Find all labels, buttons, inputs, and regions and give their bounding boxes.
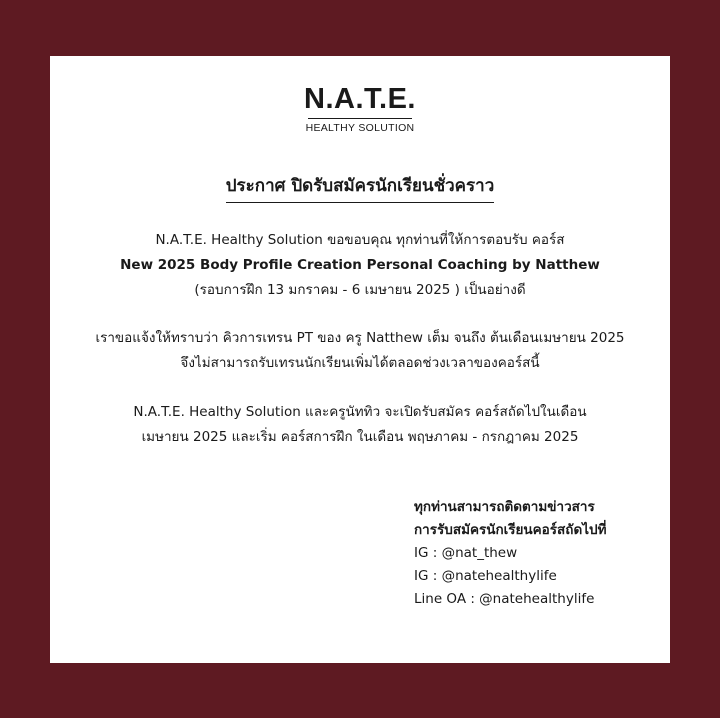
announcement-headline: ประกาศ ปิดรับสมัครนักเรียนชั่วคราว — [226, 172, 495, 203]
follow-contacts — [414, 496, 606, 611]
logo-tagline: HEALTHY SOLUTION — [305, 122, 415, 134]
logo-divider — [308, 118, 412, 119]
paragraph-line: จึงไม่สามารถรับเทรนนักเรียนเพิ่มได้ตลอดช่วงเวลาของคอร์สนี้ — [180, 355, 540, 371]
announcement-card — [50, 56, 670, 663]
paragraph-line: เราขอแจ้งให้ทราบว่า คิวการเทรน PT ของ ครู Natthew เต็ม จนถึง ต้นเดือนเมษายน 2025 — [95, 330, 625, 346]
queue-full-paragraph — [50, 326, 670, 376]
headline-container — [50, 172, 670, 203]
logo-wordmark: N.A.T.E. — [304, 83, 416, 115]
line-oa-handle: Line OA : @natehealthylife — [414, 591, 595, 607]
instagram-handle-brand: IG : @natehealthylife — [414, 568, 557, 584]
brand-logo — [50, 84, 670, 134]
paragraph-line: N.A.T.E. Healthy Solution และครูนัททิว จะเปิดรับสมัคร คอร์สถัดไปในเดือน — [133, 404, 587, 420]
next-course-paragraph — [50, 400, 670, 450]
instagram-handle-personal: IG : @nat_thew — [414, 545, 518, 561]
paragraph-line: (รอบการฝึก 13 มกราคม - 6 เมษายน 2025 ) เป็นอย่างดี — [194, 282, 526, 298]
paragraph-line: N.A.T.E. Healthy Solution ขอขอบคุณ ทุกท่านที่ให้การตอบรับ คอร์ส — [155, 232, 565, 248]
paragraph-line: เมษายน 2025 และเริ่ม คอร์สการฝึก ในเดือน พฤษภาคม - กรกฎาคม 2025 — [141, 429, 579, 445]
course-name: New 2025 Body Profile Creation Personal Coaching by Natthew — [120, 257, 600, 273]
follow-heading: การรับสมัครนักเรียนคอร์สถัดไปที่ — [414, 522, 607, 538]
thank-you-paragraph — [50, 228, 670, 303]
follow-heading: ทุกท่านสามารถติดตามข่าวสาร — [414, 499, 595, 515]
